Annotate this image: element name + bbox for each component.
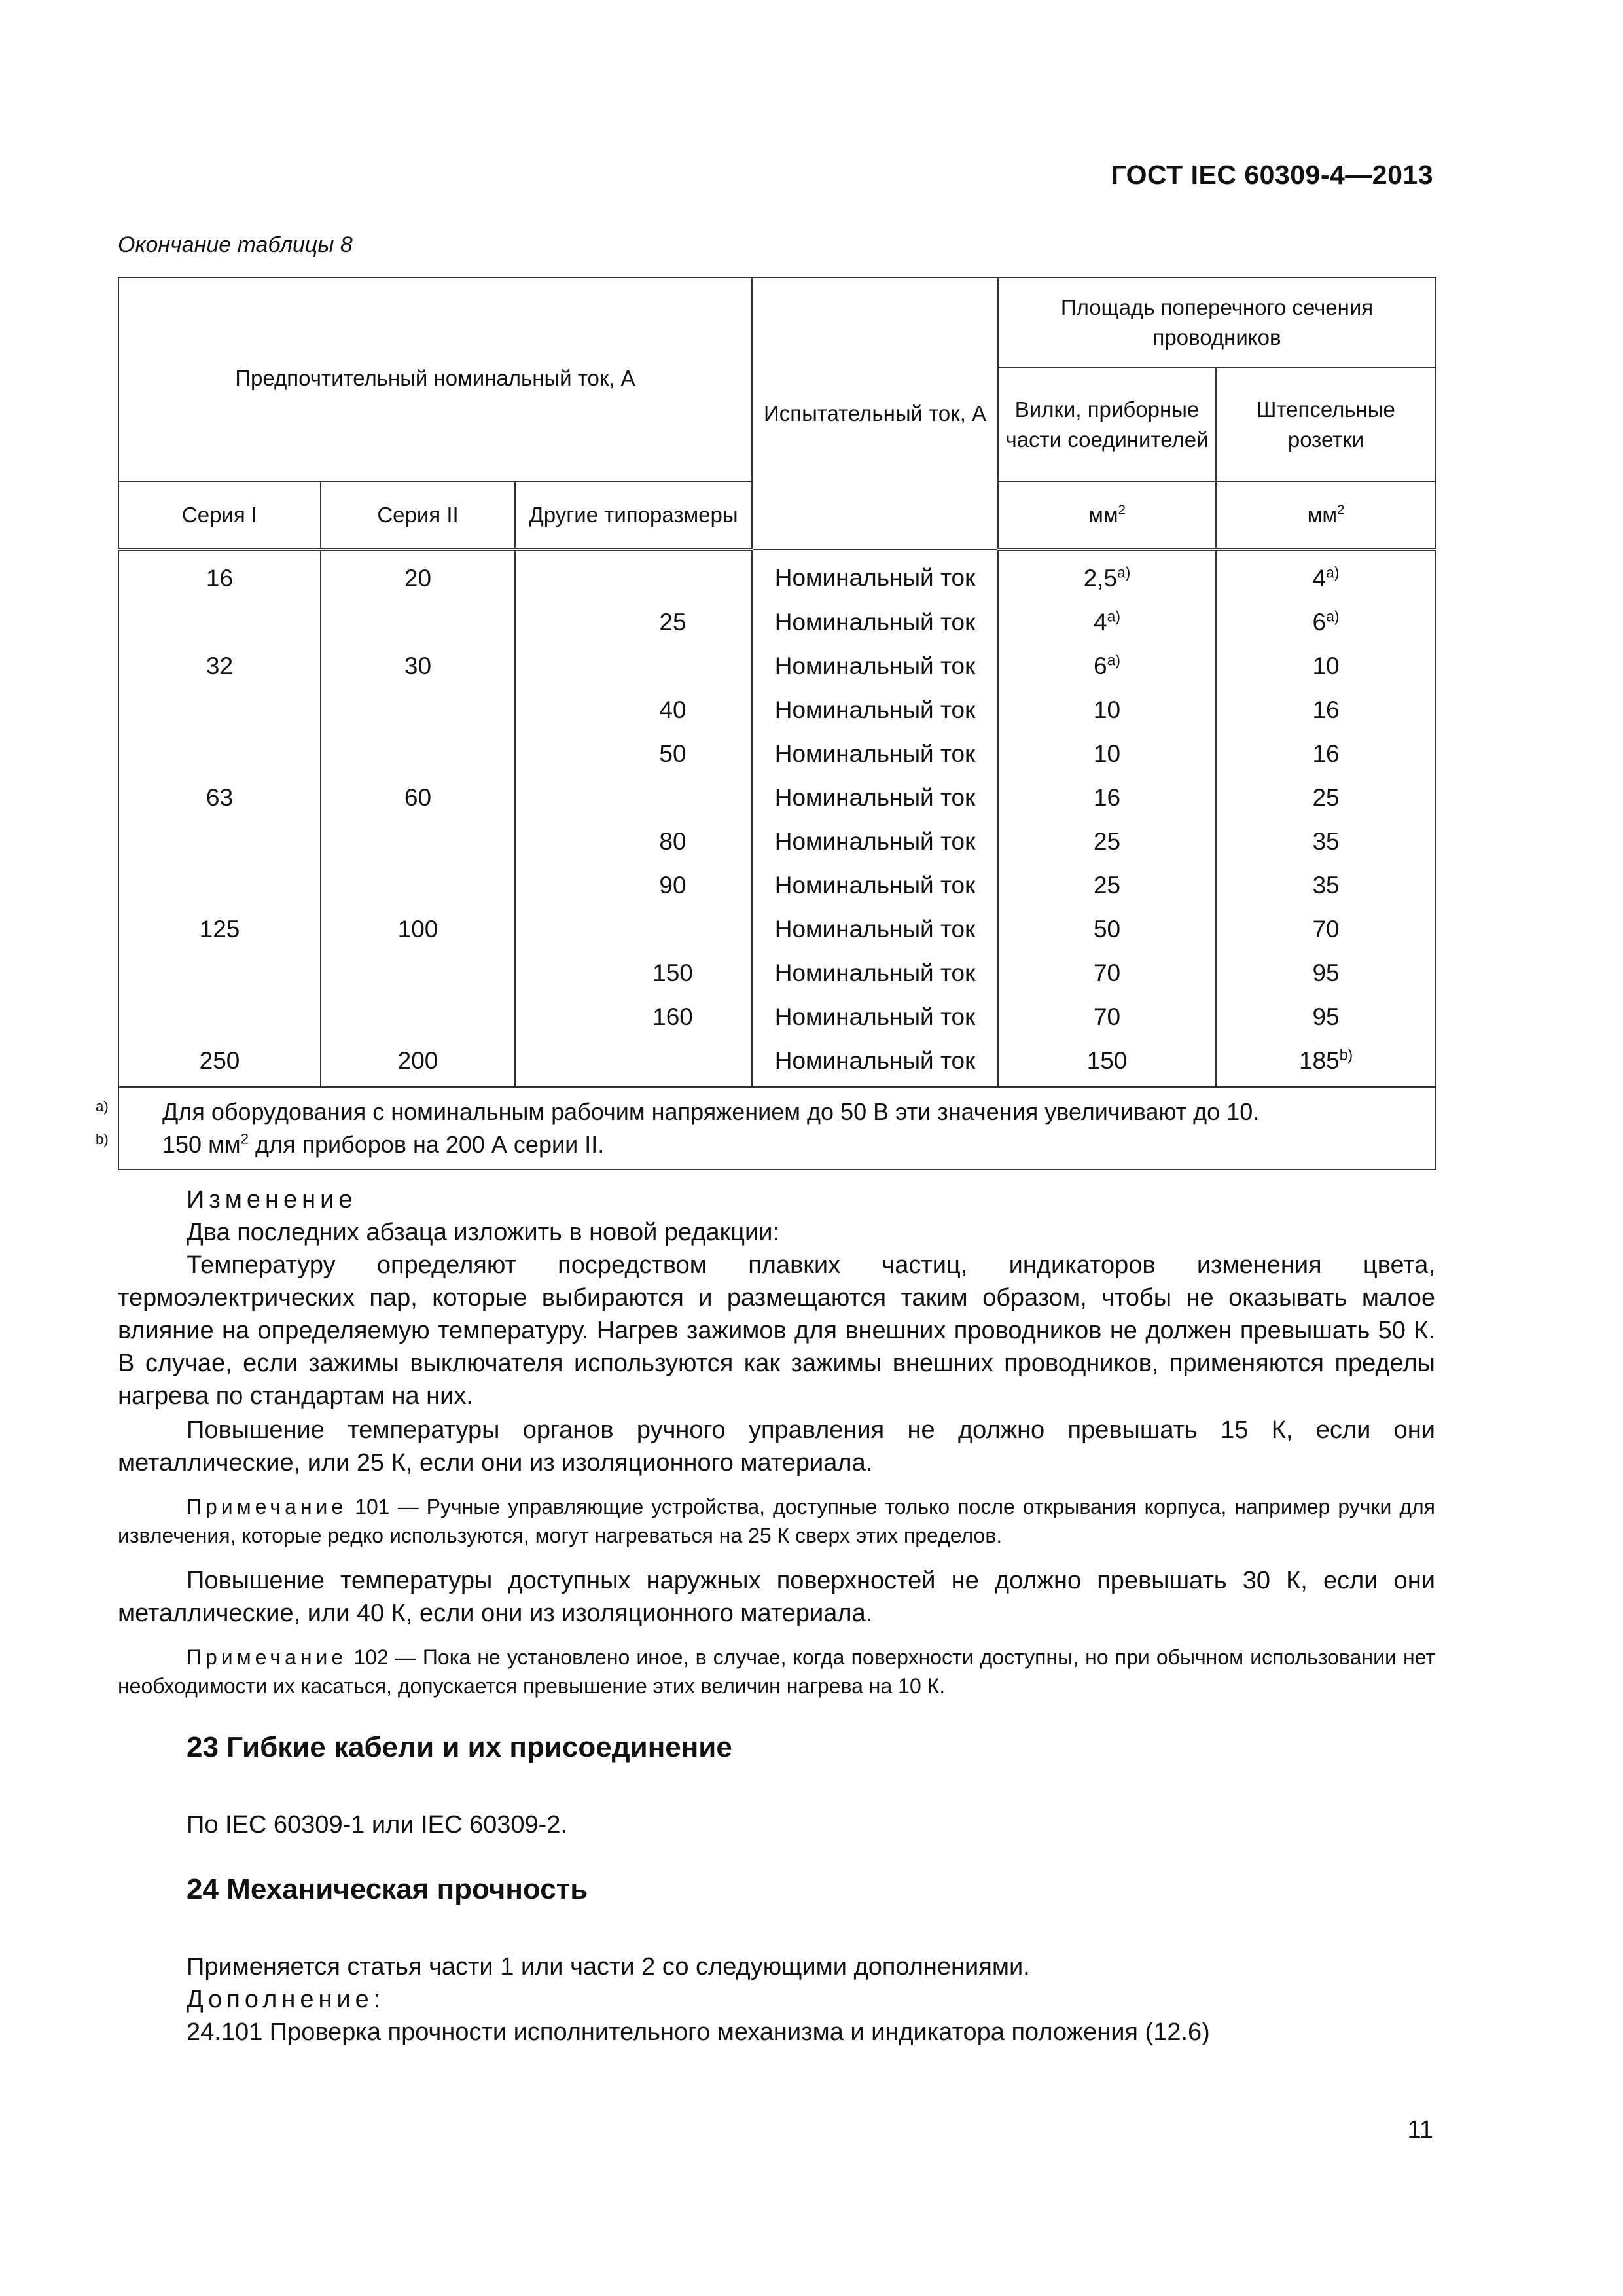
cell-other-size: 80 — [515, 819, 752, 863]
table-row — [118, 732, 1436, 776]
paragraph-2: Повышение температуры органов ручного управления не должно превышать 15 К, если они металлические, или 25 К, если они из изоляционного материала. — [118, 1416, 1435, 1477]
cell-plug-section: 10 — [998, 732, 1216, 776]
cell-series-1 — [118, 688, 321, 732]
cell-series-2: 100 — [321, 907, 515, 951]
cell-test-current: Номинальный ток — [752, 644, 998, 688]
cell-series-2: 60 — [321, 776, 515, 819]
cell-series-2: 30 — [321, 644, 515, 688]
cell-series-1 — [118, 863, 321, 907]
section-24-body: Применяется статья части 1 или части 2 со следующими дополнениями. — [187, 1953, 1030, 1981]
cell-series-1: 63 — [118, 776, 321, 819]
cell-series-1 — [118, 600, 321, 644]
cell-series-2 — [321, 688, 515, 732]
page-number: 11 — [1407, 2116, 1433, 2144]
change-section — [118, 1183, 1435, 1700]
cell-test-current: Номинальный ток — [752, 550, 998, 601]
cell-series-2: 200 — [321, 1039, 515, 1087]
cell-test-current: Номинальный ток — [752, 1039, 998, 1087]
cell-socket-section: 16 — [1216, 732, 1436, 776]
cell-test-current: Номинальный ток — [752, 819, 998, 863]
header-unit-plugs: $мм^2$ — [998, 482, 1216, 550]
cell-other-size — [515, 776, 752, 819]
cell-other-size — [515, 644, 752, 688]
cell-socket-section: 25 — [1216, 776, 1436, 819]
cell-other-size: 40 — [515, 688, 752, 732]
paragraph-3: Повышение температуры доступных наружных поверхностей не должно превышать 30 К, если они металлические, или 40 К, если они из изоляционного материала. — [118, 1567, 1435, 1627]
header-cross-section: Площадь поперечного сечения проводников — [998, 278, 1436, 368]
cell-test-current: Номинальный ток — [752, 951, 998, 995]
table-row — [118, 550, 1436, 601]
section-24-heading: 24 Механическая прочность — [187, 1873, 588, 1905]
cell-series-1: 16 — [118, 550, 321, 601]
cell-series-2: 20 — [321, 550, 515, 601]
cell-other-size — [515, 550, 752, 601]
cell-plug-section: 25 — [998, 863, 1216, 907]
table-row — [118, 1039, 1436, 1087]
cell-socket-section: 185$^{b)}$ — [1216, 1039, 1436, 1087]
cell-plug-section: 6$^{a)}$ — [998, 644, 1216, 688]
cell-socket-section: 70 — [1216, 907, 1436, 951]
header-sockets: Штепсельные розетки — [1216, 368, 1436, 482]
cell-test-current: Номинальный ток — [752, 863, 998, 907]
table-body — [96, 550, 1436, 1170]
cell-series-2 — [321, 600, 515, 644]
cell-socket-section: 6$^{a)}$ — [1216, 600, 1436, 644]
change-label: Изменение — [187, 1186, 357, 1213]
table-footnotes — [96, 1087, 1436, 1170]
cell-socket-section: 16 — [1216, 688, 1436, 732]
header-test-current: Испытательный ток, А — [752, 278, 998, 550]
cell-series-1 — [118, 732, 321, 776]
cell-other-size: 160 — [515, 995, 752, 1039]
paragraph-1: Температуру определяют посредством плавких частиц, индикаторов изменения цвета, термоэлектрических пар, которые выбираются и размещаются таким образом, чтобы не оказывать малое влияние на определяемую температуру. Нагрев зажимов для внешних проводников не должен превышать 50 К. В случае, если зажимы выключателя используются как зажимы внешних проводников, применяются пределы нагрева по стандартам на них. — [118, 1251, 1435, 1410]
cell-plug-section: 50 — [998, 907, 1216, 951]
table-row — [118, 600, 1436, 644]
table-row — [118, 776, 1436, 819]
cell-plug-section: 150 — [998, 1039, 1216, 1087]
addition-label: Дополнение: — [187, 1986, 385, 2013]
cell-plug-section: 70 — [998, 995, 1216, 1039]
table-row — [118, 819, 1436, 863]
cell-series-2 — [321, 863, 515, 907]
table-row — [118, 863, 1436, 907]
cell-socket-section: 95 — [1216, 951, 1436, 995]
footnote-b: b) 150 $мм^2$ для приборов на 200 А серии II. — [96, 1130, 605, 1158]
cell-other-size: 90 — [515, 863, 752, 907]
header-plugs: Вилки, приборные части соединителей — [998, 368, 1216, 482]
cell-series-1 — [118, 951, 321, 995]
table-row — [118, 995, 1436, 1039]
cell-other-size — [515, 907, 752, 951]
cell-series-2 — [321, 995, 515, 1039]
cell-series-2 — [321, 951, 515, 995]
note-101: Примечание 101 — Ручные управляющие устройства, доступные только после открывания корпуса, например ручки для извлечения, которые редко используются, могут нагреваться на 25 К сверх этих пределов. — [118, 1495, 1435, 1547]
cell-socket-section: 10 — [1216, 644, 1436, 688]
cell-other-size — [515, 1039, 752, 1087]
cell-series-2 — [321, 732, 515, 776]
cell-series-1: 32 — [118, 644, 321, 688]
cell-other-size: 25 — [515, 600, 752, 644]
header-series-1: Серия I — [118, 482, 321, 550]
cell-test-current: Номинальный ток — [752, 732, 998, 776]
table-row — [118, 644, 1436, 688]
cell-test-current: Номинальный ток — [752, 688, 998, 732]
table-row — [118, 688, 1436, 732]
table-row — [118, 907, 1436, 951]
header-preferred-current: Предпочтительный номинальный ток, А — [118, 278, 752, 482]
table-row — [118, 951, 1436, 995]
cell-socket-section: 35 — [1216, 819, 1436, 863]
clause-24-101: 24.101 Проверка прочности исполнительного механизма и индикатора положения (12.6) — [187, 2018, 1210, 2046]
cell-plug-section: 16 — [998, 776, 1216, 819]
cell-plug-section: 2,5$^{a)}$ — [998, 550, 1216, 601]
cell-series-1 — [118, 995, 321, 1039]
cell-plug-section: 25 — [998, 819, 1216, 863]
table-8 — [96, 277, 1436, 1170]
cell-series-1 — [118, 819, 321, 863]
cell-test-current: Номинальный ток — [752, 776, 998, 819]
cell-other-size: 150 — [515, 951, 752, 995]
table-notes-row — [118, 1087, 1436, 1170]
table-caption: Окончание таблицы 8 — [118, 232, 353, 257]
header-series-2: Серия II — [321, 482, 515, 550]
change-intro: Два последних абзаца изложить в новой редакции: — [187, 1219, 780, 1246]
cell-plug-section: 10 — [998, 688, 1216, 732]
cell-series-1: 250 — [118, 1039, 321, 1087]
header-unit-sockets: $мм^2$ — [1216, 482, 1436, 550]
footnote-a: a) Для оборудования с номинальным рабочим напряжением до 50 В эти значения увеличивают до 10. — [96, 1098, 1260, 1125]
document-designation: ГОСТ IEC 60309-4—2013 — [1111, 160, 1433, 190]
section-24-content — [118, 1950, 1435, 2049]
cell-socket-section: 95 — [1216, 995, 1436, 1039]
cell-series-2 — [321, 819, 515, 863]
header-other-sizes: Другие типоразмеры — [515, 482, 752, 550]
cell-test-current: Номинальный ток — [752, 600, 998, 644]
cell-socket-section: 4$^{a)}$ — [1216, 550, 1436, 601]
section-23-body: По IEC 60309-1 или IEC 60309-2. — [187, 1811, 568, 1839]
note-102: Примечание 102 — Пока не установлено иное, в случае, когда поверхности доступны, но при обычном использовании нет необходимости их касаться, допускается превышение этих величин нагрева на 10 К. — [118, 1645, 1435, 1698]
cell-test-current: Номинальный ток — [752, 907, 998, 951]
cell-test-current: Номинальный ток — [752, 995, 998, 1039]
cell-socket-section: 35 — [1216, 863, 1436, 907]
cell-series-1: 125 — [118, 907, 321, 951]
cell-plug-section: 4$^{a)}$ — [998, 600, 1216, 644]
cell-plug-section: 70 — [998, 951, 1216, 995]
section-23-heading: 23 Гибкие кабели и их присоединение — [187, 1731, 732, 1763]
cell-other-size: 50 — [515, 732, 752, 776]
